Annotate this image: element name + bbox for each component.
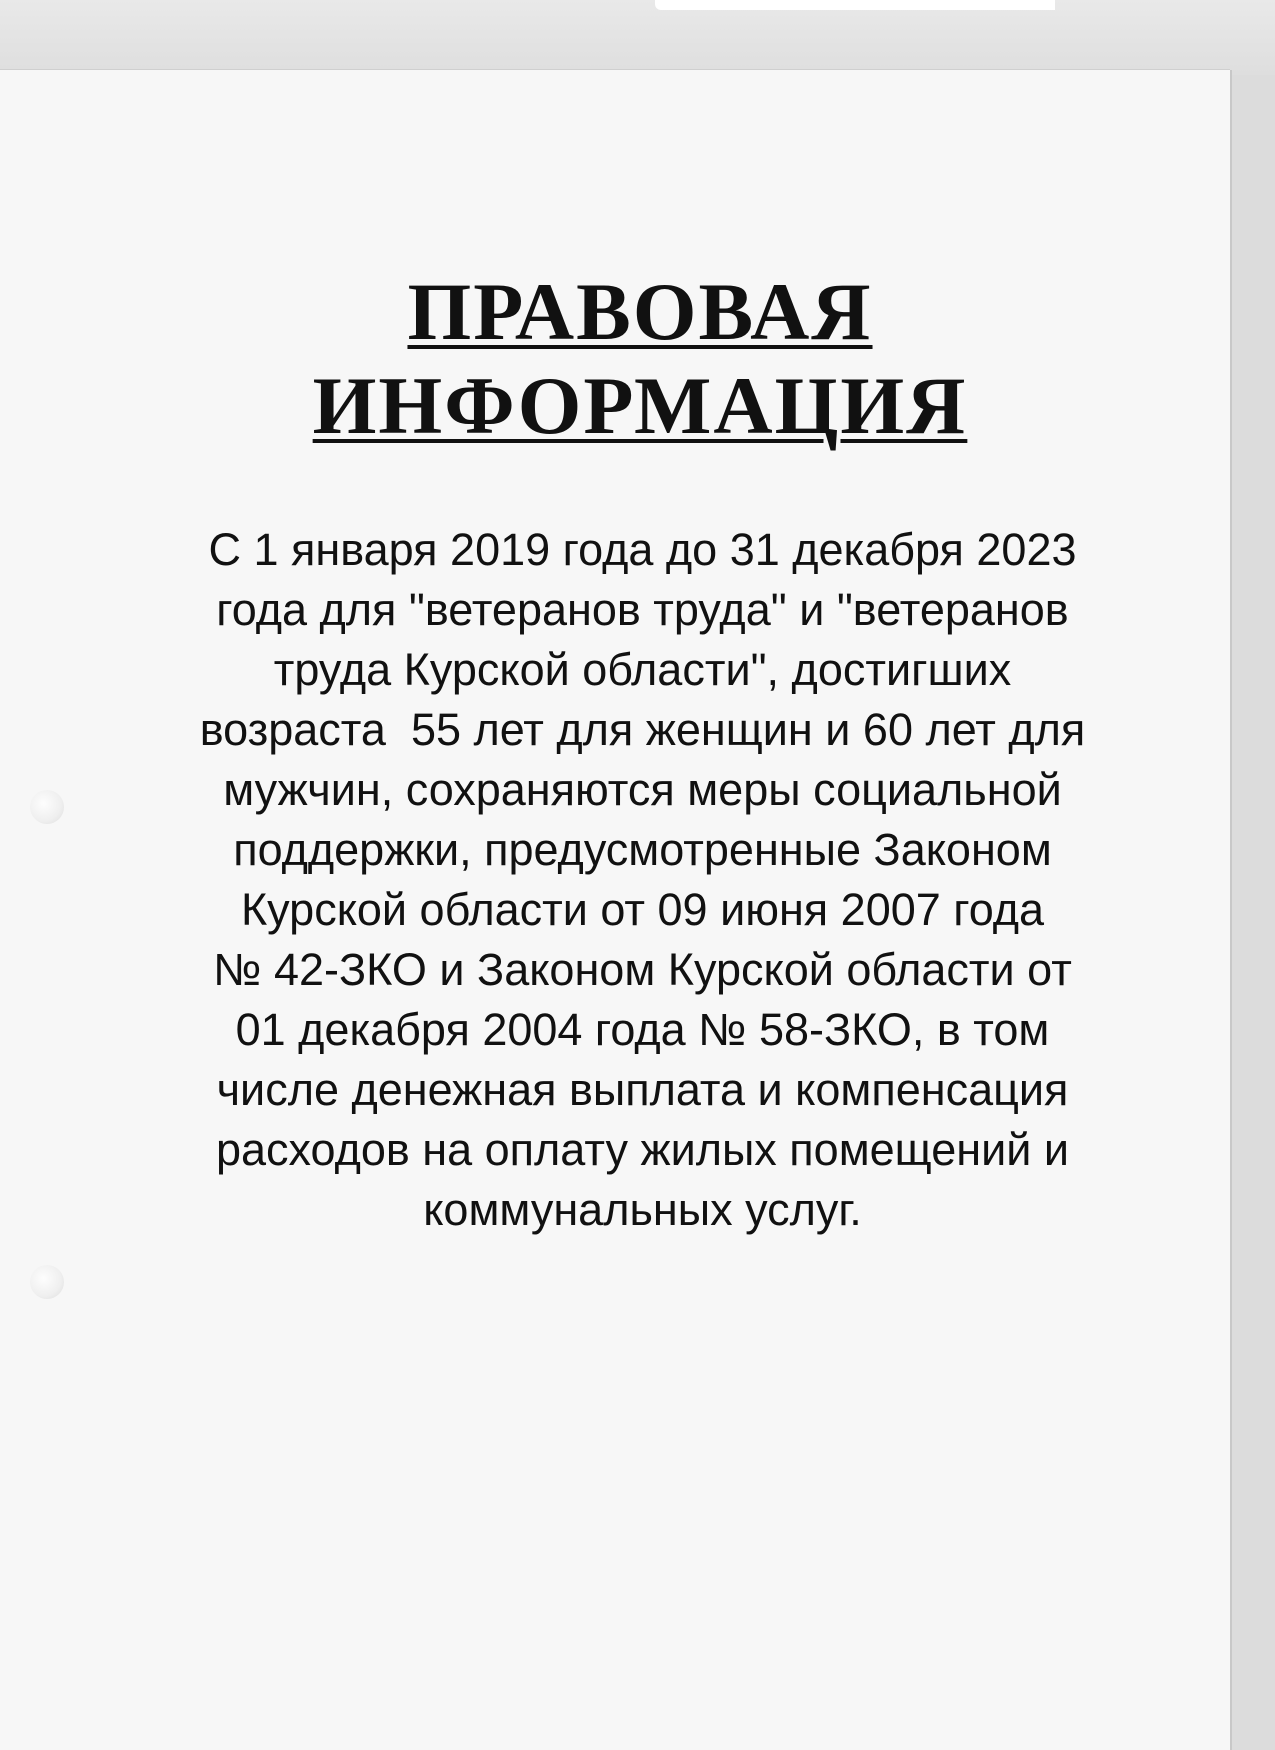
title-line-1: ПРАВОВАЯ xyxy=(407,266,873,357)
punch-hole-mark xyxy=(30,1265,64,1299)
document-body xyxy=(150,520,1135,1240)
body-line: № 42-ЗКО и Законом Курской области от xyxy=(213,944,1072,995)
body-line: Курской области от 09 июня 2007 года xyxy=(240,884,1045,935)
body-line: труда Курской области", достигших xyxy=(273,644,1012,695)
body-line: 01 декабря 2004 года № 58-ЗКО, в том xyxy=(235,1004,1050,1055)
punch-hole-mark xyxy=(30,790,64,824)
body-line: расходов на оплату жилых помещений и xyxy=(216,1124,1069,1175)
body-line: года для "ветеранов труда" и "ветеранов xyxy=(216,584,1069,635)
body-line: мужчин, сохраняются меры социальной xyxy=(223,764,1062,815)
body-line: С 1 января 2019 года до 31 декабря 2023 xyxy=(208,524,1077,575)
body-line: поддержки, предусмотренные Законом xyxy=(233,824,1052,875)
scanner-background xyxy=(0,0,1275,75)
body-line: коммунальных услуг. xyxy=(423,1184,862,1235)
body-line: числе денежная выплата и компенсация xyxy=(216,1064,1069,1115)
body-line: возраста 55 лет для женщин и 60 лет для xyxy=(199,704,1086,755)
title-line-2: ИНФОРМАЦИЯ xyxy=(312,360,968,451)
document-title xyxy=(200,265,1080,453)
